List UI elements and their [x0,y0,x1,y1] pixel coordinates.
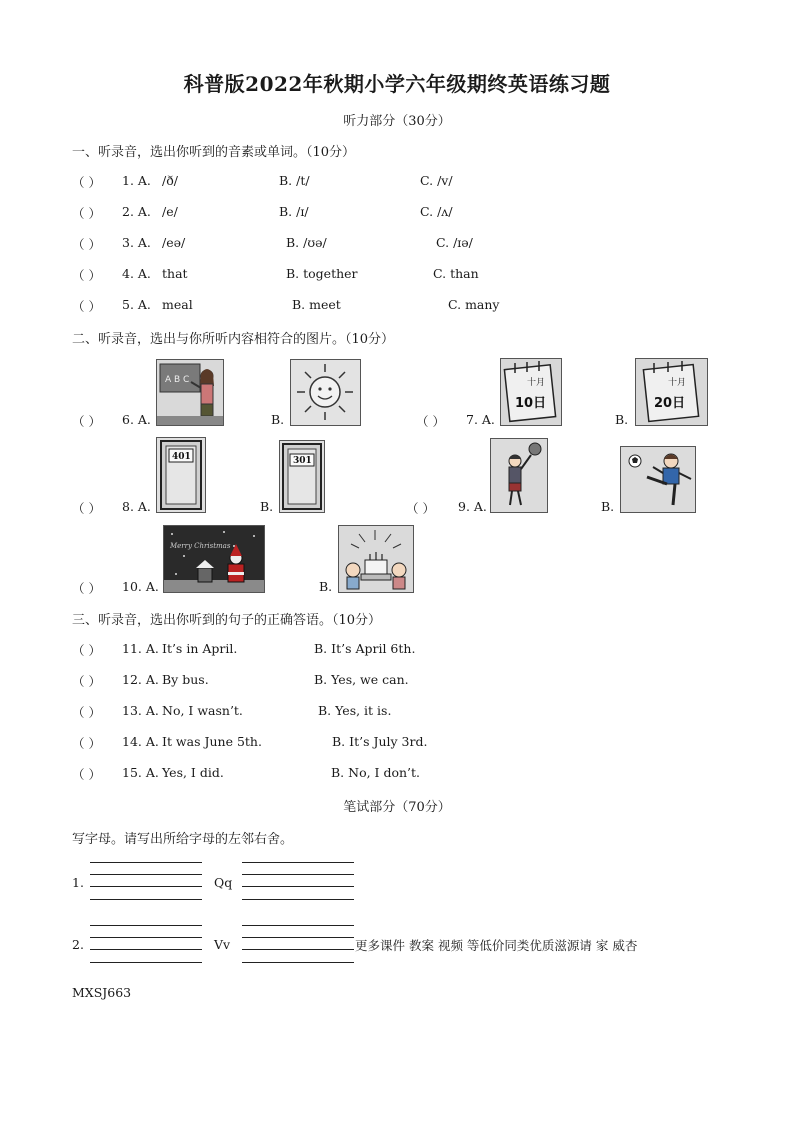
option-b: B. Yes, it is. [318,703,392,718]
option-c: C. /ɪə/ [436,235,473,250]
option-b: B. together [286,266,358,281]
option-a: No, I wasn’t. [162,703,243,718]
option-a: that [162,266,188,281]
question-number: 7. A. [466,412,495,427]
question-number: 15. A. [122,765,159,780]
option-b-label: B. [615,412,629,427]
option-b: B. /ʊə/ [286,235,327,250]
answer-paren: （ ） [72,501,101,516]
option-c: C. many [448,297,500,312]
calendar-month: 十月 [668,378,687,388]
answer-paren: （ ） [72,736,101,751]
card-text: Merry Christmas [170,542,231,550]
writing-line[interactable] [242,925,354,926]
writing-line[interactable] [90,962,202,963]
option-c: C. /v/ [420,173,453,188]
writing-line[interactable] [90,925,202,926]
writing-instruction: 写字母。请写出所给字母的左邻右舍。 [72,832,294,847]
answer-paren: （ ） [72,299,101,314]
birthday-party-image [338,525,414,593]
door-401-image [156,437,206,513]
question-number: 14. A. [122,734,159,749]
writing-line[interactable] [242,949,354,950]
calendar-day: 10日 [515,396,547,411]
basketball-boy-image [490,438,548,513]
writing-header: 笔试部分（70分） [343,800,451,815]
option-b: B. Yes, we can. [314,672,409,687]
option-b-label: B. [319,579,333,594]
question-number: 12. A. [122,672,159,687]
answer-paren: （ ） [72,237,101,252]
question-number: 13. A. [122,703,159,718]
option-a: It was June 5th. [162,734,262,749]
door-number: 401 [172,452,191,462]
writing-line[interactable] [242,937,354,938]
answer-paren: （ ） [72,674,101,689]
option-b: B. meet [292,297,341,312]
writing-q1-number: 1. [72,875,84,890]
christmas-card-image [163,525,265,593]
page-title: 科普版2022年秋期小学六年级期终英语练习题 [183,72,611,96]
question-number: 2. A. [122,204,151,219]
question-number: 9. A. [458,499,487,514]
writing-q1-letter: Qq [214,875,233,890]
door-301-image [279,440,325,513]
answer-paren: （ ） [72,268,101,283]
answer-paren: （ ） [72,206,101,221]
section2-heading: 二、听录音，选出与你所听内容相符合的图片。（10分） [72,332,395,347]
answer-paren: （ ） [72,767,101,782]
option-b-label: B. [271,412,285,427]
answer-paren: （ ） [72,175,101,190]
option-a: By bus. [162,672,209,687]
question-number: 11. A. [122,641,159,656]
writing-line[interactable] [90,874,202,875]
answer-paren: （ ） [406,501,435,516]
sun-image [290,359,361,426]
answer-paren: （ ） [416,414,445,429]
document-code: MXSJ663 [72,985,132,1000]
option-b: B. It’s April 6th. [314,641,416,656]
option-c: C. /ʌ/ [420,204,453,219]
writing-line[interactable] [90,886,202,887]
option-a: meal [162,297,193,312]
writing-line[interactable] [242,962,354,963]
option-b: B. No, I don’t. [331,765,421,780]
question-number: 3. A. [122,235,151,250]
calendar-october-20-image [635,358,708,426]
option-b: B. /t/ [279,173,310,188]
answer-paren: （ ） [72,414,101,429]
calendar-october-10-image [500,358,562,426]
teacher-blackboard-image [156,359,224,426]
door-number: 301 [293,456,312,466]
writing-line[interactable] [242,874,354,875]
section1-heading: 一、听录音，选出你听到的音素或单词。（10分） [72,145,356,160]
advert-text: 更多课件 教案 视频 等低价同类优质滋源请 家 威杏 [355,938,638,953]
writing-line[interactable] [242,862,354,863]
listening-header: 听力部分（30分） [343,114,451,129]
question-number: 6. A. [122,412,151,427]
question-number: 4. A. [122,266,151,281]
answer-paren: （ ） [72,581,101,596]
writing-line[interactable] [242,886,354,887]
writing-q2-number: 2. [72,937,84,952]
question-number: 10. A. [122,579,159,594]
writing-line[interactable] [90,899,202,900]
option-a: /e/ [162,204,178,219]
answer-paren: （ ） [72,705,101,720]
option-a: It’s in April. [162,641,238,656]
answer-paren: （ ） [72,643,101,658]
option-b-label: B. [601,499,615,514]
section3-heading: 三、听录音，选出你听到的句子的正确答语。（10分） [72,613,382,628]
calendar-day: 20日 [654,396,686,411]
writing-q2-letter: Vv [214,937,231,952]
option-c: C. than [433,266,479,281]
option-b: B. It’s July 3rd. [332,734,428,749]
writing-line[interactable] [90,862,202,863]
option-a: /eə/ [162,235,186,250]
writing-line[interactable] [242,899,354,900]
question-number: 8. A. [122,499,151,514]
football-boy-image [620,446,696,513]
option-a: Yes, I did. [162,765,224,780]
question-number: 1. A. [122,173,151,188]
board-text: A B C [165,375,190,385]
option-b-label: B. [260,499,274,514]
writing-line[interactable] [90,949,202,950]
option-b: B. /ɪ/ [279,204,309,219]
question-number: 5. A. [122,297,151,312]
option-a: /ð/ [162,173,178,188]
writing-line[interactable] [90,937,202,938]
calendar-month: 十月 [527,378,546,388]
